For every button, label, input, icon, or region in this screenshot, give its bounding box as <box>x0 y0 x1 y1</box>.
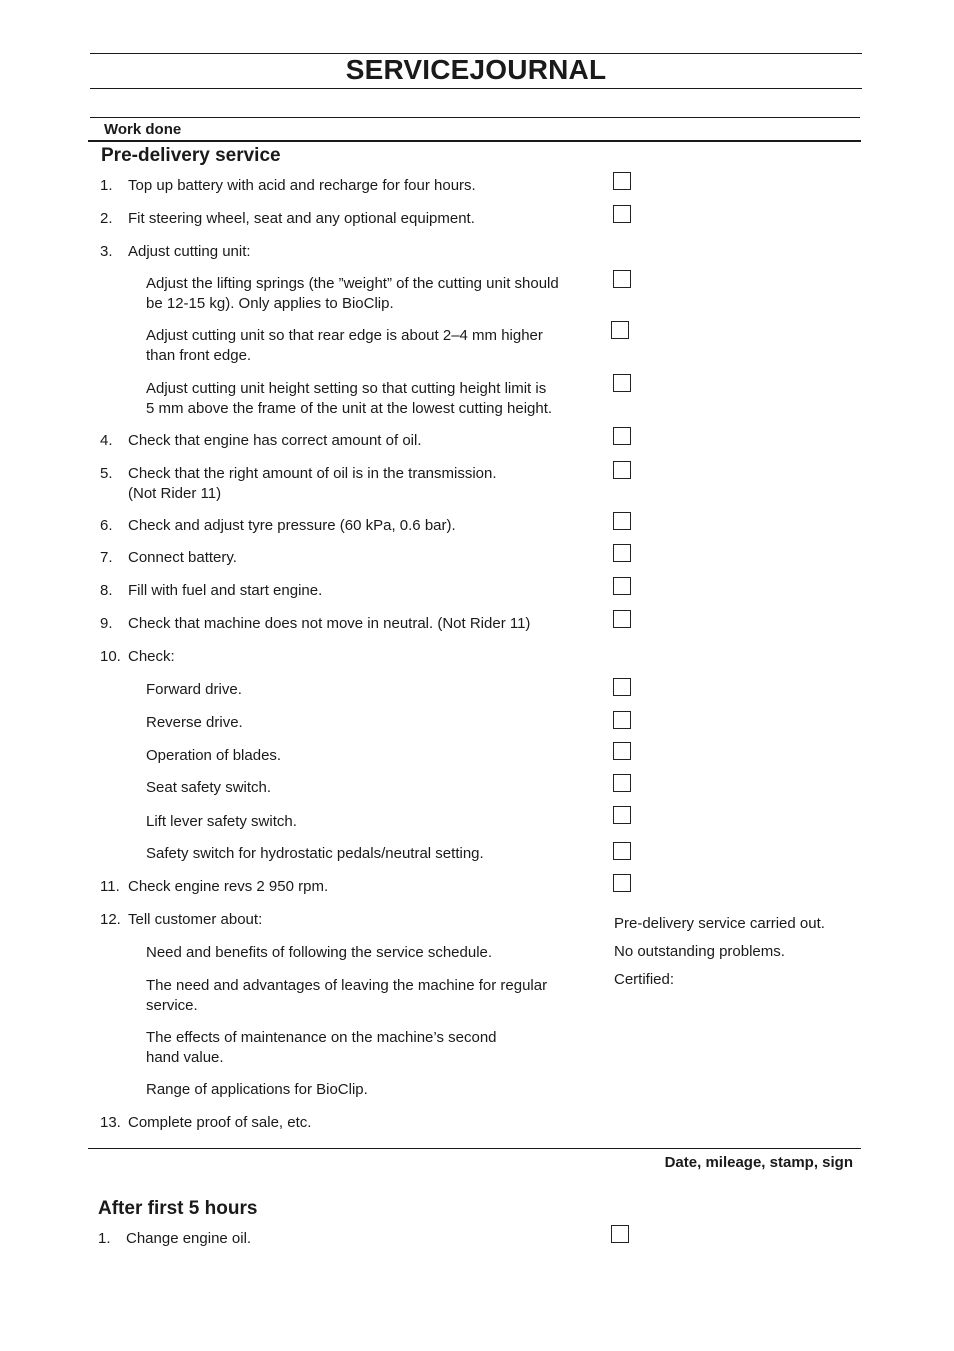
item-text: Check: <box>128 648 175 665</box>
sub-item: Operation of blades. <box>146 747 282 764</box>
list-item <box>100 581 322 601</box>
item-number: 8. <box>100 582 113 599</box>
sub-item <box>146 326 543 366</box>
list-item <box>100 1113 311 1133</box>
header-bottom-rule <box>88 140 861 142</box>
item-number: 6. <box>100 517 113 534</box>
item-number: 3. <box>100 243 113 260</box>
item-text: Check engine revs 2 950 rpm. <box>128 878 329 895</box>
item-text: Tell customer about: <box>128 911 263 928</box>
sub-item: Forward drive. <box>146 681 242 698</box>
item-number: 10. <box>100 648 121 665</box>
item-number: 9. <box>100 615 113 632</box>
item-number: 11. <box>100 878 120 895</box>
checkbox[interactable] <box>613 427 631 445</box>
sub-item: Reverse drive. <box>146 714 243 731</box>
checkbox[interactable] <box>613 172 631 190</box>
item-number: 2. <box>100 210 113 227</box>
item-text: Check that machine does not move in neutral. (Not Rider 11) <box>128 615 531 632</box>
list-item <box>100 209 475 229</box>
side-note: Pre-delivery service carried out. <box>614 915 825 932</box>
sub-item <box>146 274 559 314</box>
item-text: Adjust cutting unit: <box>128 243 251 260</box>
checkbox[interactable] <box>613 205 631 223</box>
sub-item <box>146 1028 497 1068</box>
item-text: Check and adjust tyre pressure (60 kPa, 0.6 bar). <box>128 517 456 534</box>
sub-item: Need and benefits of following the service schedule. <box>146 944 493 961</box>
item-text: The effects of maintenance on the machine’s second <box>146 1029 497 1046</box>
checkbox[interactable] <box>613 742 631 760</box>
section-heading-after-5-hours: After first 5 hours <box>98 1198 258 1219</box>
checkbox[interactable] <box>613 270 631 288</box>
item-number: 7. <box>100 549 113 566</box>
checkbox[interactable] <box>613 711 631 729</box>
item-number: 5. <box>100 465 113 482</box>
checkbox[interactable] <box>613 577 631 595</box>
item-number: 13. <box>100 1114 121 1131</box>
checkbox[interactable] <box>611 1225 629 1243</box>
item-text: Fit steering wheel, seat and any optional equipment. <box>128 210 475 227</box>
item-text: Check that engine has correct amount of oil. <box>128 432 422 449</box>
item-number: 1. <box>100 177 113 194</box>
list-item <box>100 910 262 930</box>
section-heading-pre-delivery: Pre-delivery service <box>101 145 281 166</box>
checkbox[interactable] <box>613 678 631 696</box>
item-number: 1. <box>98 1230 111 1247</box>
list-item <box>98 1229 251 1249</box>
header-top-rule <box>90 117 860 118</box>
checkbox[interactable] <box>613 512 631 530</box>
checkbox[interactable] <box>613 544 631 562</box>
side-note: No outstanding problems. <box>614 943 785 960</box>
checkbox[interactable] <box>613 842 631 860</box>
item-text: Check that the right amount of oil is in the transmission. <box>128 465 497 482</box>
item-text-cont: 5 mm above the frame of the unit at the lowest cutting height. <box>146 400 553 417</box>
item-text: Adjust cutting unit height setting so that cutting height limit is <box>146 380 547 397</box>
checkbox[interactable] <box>613 774 631 792</box>
signature-label: Date, mileage, stamp, sign <box>664 1154 853 1171</box>
item-text: Connect battery. <box>128 549 237 566</box>
sub-item <box>146 379 552 419</box>
item-text: Adjust the lifting springs (the ”weight” of the cutting unit should <box>146 275 559 292</box>
work-done-header: Work done <box>104 121 182 138</box>
item-text-cont: hand value. <box>146 1049 224 1066</box>
title-underline <box>90 88 862 89</box>
sub-item <box>146 976 547 1016</box>
item-text-cont: than front edge. <box>146 347 252 364</box>
item-text: The need and advantages of leaving the machine for regular <box>146 977 548 994</box>
item-text: Adjust cutting unit so that rear edge is about 2–4 mm higher <box>146 327 543 344</box>
sub-item: Lift lever safety switch. <box>146 813 297 830</box>
item-text: Complete proof of sale, etc. <box>128 1114 312 1131</box>
checkbox[interactable] <box>613 806 631 824</box>
list-item <box>100 614 530 634</box>
sub-item: Range of applications for BioClip. <box>146 1081 368 1098</box>
list-item <box>100 548 237 568</box>
item-number: 12. <box>100 911 121 928</box>
list-item <box>100 431 422 451</box>
item-number: 4. <box>100 432 113 449</box>
page-title: SERVICEJOURNAL <box>345 54 607 85</box>
item-text: Change engine oil. <box>126 1230 252 1247</box>
sub-item: Safety switch for hydrostatic pedals/neutral setting. <box>146 845 484 862</box>
item-text-cont: (Not Rider 11) <box>128 485 222 502</box>
list-item <box>100 647 175 667</box>
item-text: Top up battery with acid and recharge for four hours. <box>128 177 476 194</box>
list-item <box>100 242 251 262</box>
checkbox[interactable] <box>613 374 631 392</box>
list-item <box>100 464 497 504</box>
item-text: Fill with fuel and start engine. <box>128 582 323 599</box>
checkbox[interactable] <box>611 321 629 339</box>
list-item <box>100 516 456 536</box>
side-note: Certified: <box>614 971 675 988</box>
checkbox[interactable] <box>613 610 631 628</box>
checkbox[interactable] <box>613 874 631 892</box>
checkbox[interactable] <box>613 461 631 479</box>
item-text-cont: be 12-15 kg). Only applies to BioClip. <box>146 295 394 312</box>
section-bottom-rule <box>88 1148 861 1149</box>
item-text-cont: service. <box>146 997 198 1014</box>
list-item <box>100 176 476 196</box>
sub-item: Seat safety switch. <box>146 779 272 796</box>
list-item <box>100 877 328 897</box>
